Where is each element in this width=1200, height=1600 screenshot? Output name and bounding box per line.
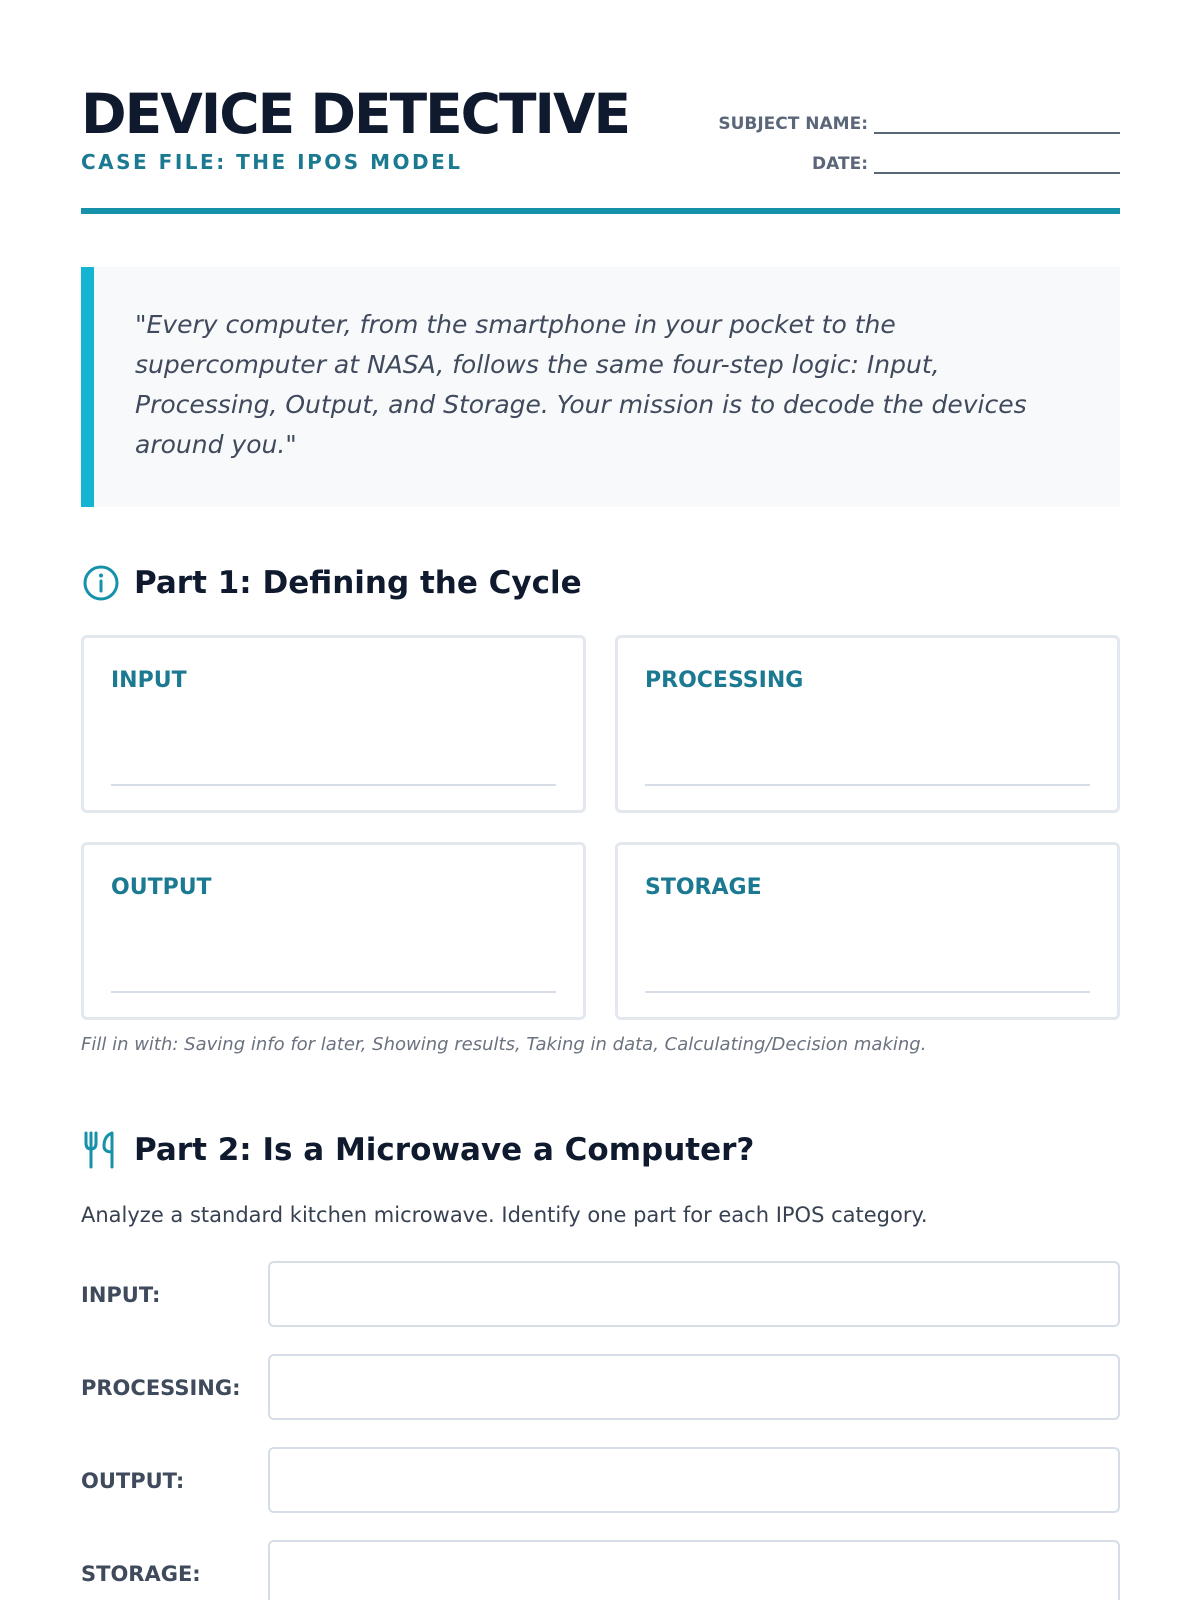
microwave-storage-field[interactable] — [268, 1540, 1120, 1600]
row-label: STORAGE: — [81, 1562, 201, 1586]
card-label: INPUT — [111, 668, 187, 693]
quote-text: "Every computer, from the smartphone in your pocket to the supercomputer at NASA, follows the same four-step logic: Input, Processing, Output, and Storage. Your mission is to decode the devices around you." — [135, 310, 1027, 459]
date-row — [812, 154, 1120, 174]
part2-heading — [81, 1130, 754, 1170]
worksheet-page — [81, 0, 1120, 1600]
row-label: OUTPUT: — [81, 1469, 185, 1493]
microwave-processing-field[interactable] — [268, 1354, 1120, 1420]
date-label: DATE: — [812, 154, 868, 174]
microwave-row-output — [81, 1447, 1120, 1513]
row-label: INPUT: — [81, 1283, 161, 1307]
microwave-row-input — [81, 1261, 1120, 1327]
header-divider — [81, 208, 1120, 214]
info-circle-icon — [81, 563, 121, 603]
part2-instructions: Analyze a standard kitchen microwave. Identify one part for each IPOS category. — [81, 1203, 928, 1227]
definition-card-input — [81, 635, 586, 813]
answer-line-input[interactable] — [111, 784, 556, 786]
card-label: PROCESSING — [645, 668, 804, 693]
card-label: STORAGE — [645, 875, 762, 900]
microwave-input-field[interactable] — [268, 1261, 1120, 1327]
definition-card-processing — [615, 635, 1120, 813]
microwave-row-processing — [81, 1354, 1120, 1420]
answer-line-output[interactable] — [111, 991, 556, 993]
part2-title: Part 2: Is a Microwave a Computer? — [134, 1132, 755, 1168]
microwave-output-field[interactable] — [268, 1447, 1120, 1513]
part1-heading — [81, 563, 582, 603]
definition-card-output — [81, 842, 586, 1020]
subject-name-row — [718, 114, 1120, 134]
page-subtitle: CASE FILE: THE IPOS MODEL — [81, 150, 463, 174]
header — [81, 82, 1120, 212]
microwave-row-storage — [81, 1540, 1120, 1600]
word-bank-hint: Fill in with: Saving info for later, Showing results, Taking in data, Calculating/Decision making. — [81, 1034, 927, 1055]
answer-line-processing[interactable] — [645, 784, 1090, 786]
row-label: PROCESSING: — [81, 1376, 241, 1400]
mission-quote — [81, 267, 1120, 507]
subject-name-field[interactable] — [874, 116, 1120, 134]
utensils-icon — [81, 1130, 121, 1170]
answer-line-storage[interactable] — [645, 991, 1090, 993]
definition-card-storage — [615, 842, 1120, 1020]
date-field[interactable] — [874, 156, 1120, 174]
card-label: OUTPUT — [111, 875, 212, 900]
page-title: DEVICE DETECTIVE — [81, 82, 630, 146]
subject-name-label: SUBJECT NAME: — [718, 114, 868, 134]
part1-title: Part 1: Defining the Cycle — [134, 565, 582, 601]
